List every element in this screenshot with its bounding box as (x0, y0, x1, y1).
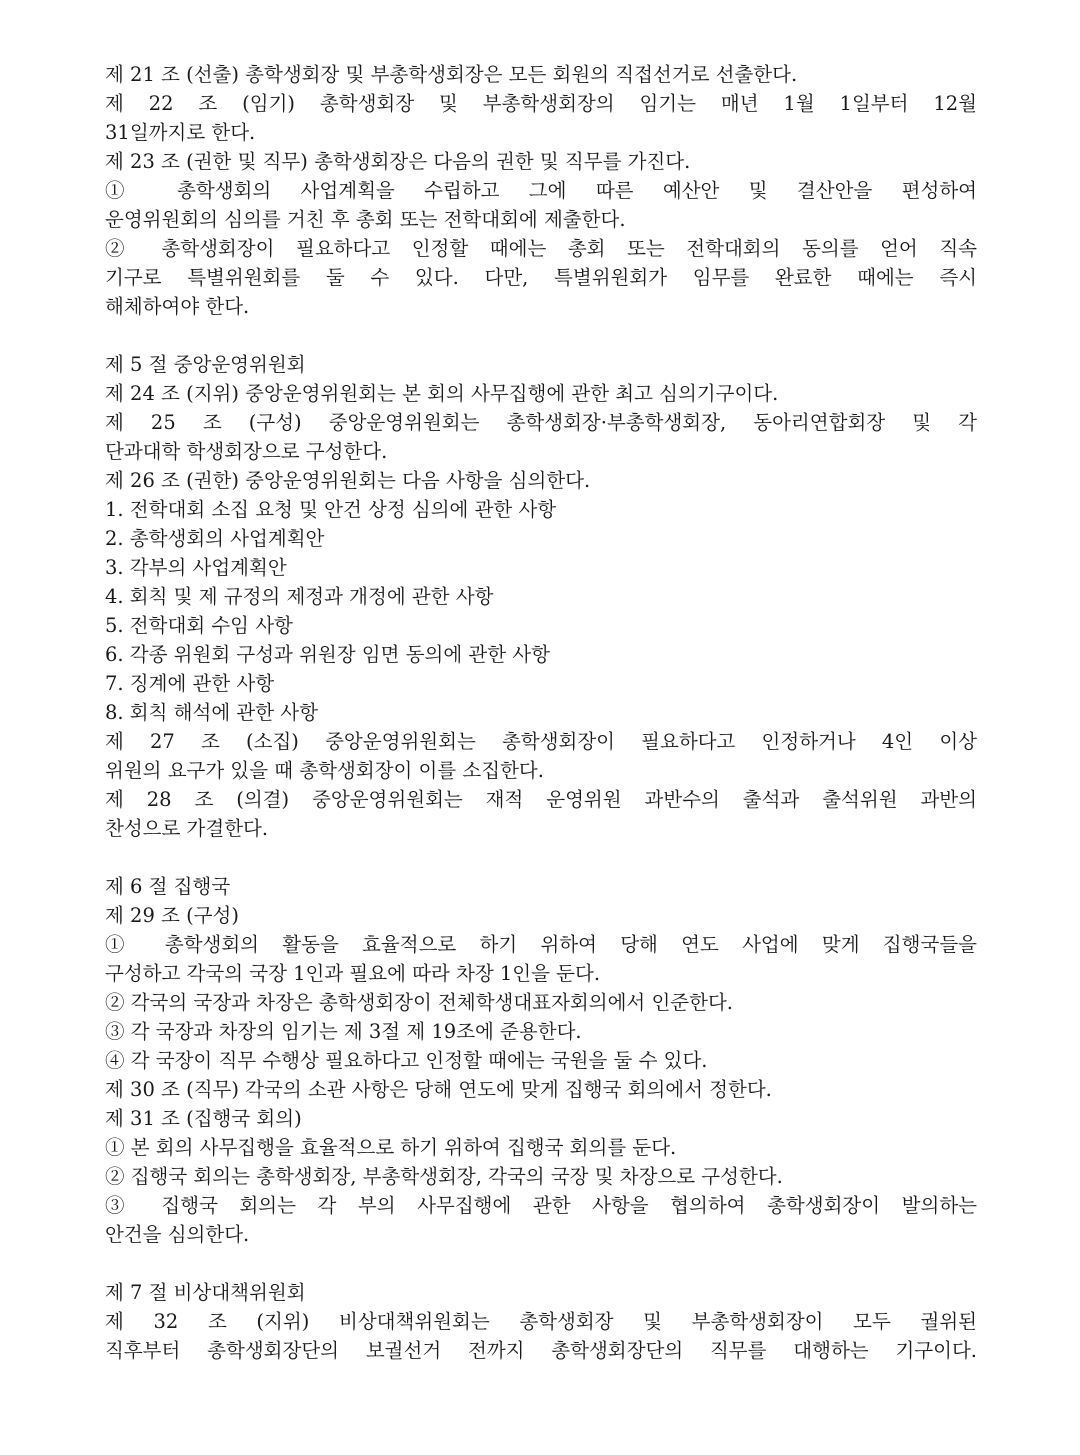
document-body (105, 60, 977, 1365)
text-line: 제 21 조 (선출) 총학생회장 및 부총학생회장은 모든 회원의 직접선거로 선출한다. (105, 63, 798, 86)
text-line: 제 6 절 집행국 (105, 875, 231, 898)
text-line: 제 25 조 (구성) 중앙운영위원회는 총학생회장·부총학생회장, 동아리연합회장 및 각 (105, 411, 977, 434)
text-line: 해체하여야 한다. (105, 295, 250, 318)
text-line: 직후부터 총학생회장단의 보궐선거 전까지 총학생회장단의 직무를 대행하는 기구이다. (105, 1339, 977, 1362)
text-line: 구성하고 각국의 국장 1인과 필요에 따라 차장 1인을 둔다. (105, 962, 601, 985)
text-line: 제 31 조 (집행국 회의) (105, 1107, 302, 1130)
text-line: 제 24 조 (지위) 중앙운영위원회는 본 회의 사무집행에 관한 최고 심의기구이다. (105, 382, 779, 405)
text-line: 제 26 조 (권한) 중앙운영위원회는 다음 사항을 심의한다. (105, 469, 591, 492)
paragraph-gap (105, 1249, 977, 1278)
text-line: ① 총학생회의 활동을 효율적으로 하기 위하여 당해 연도 사업에 맞게 집행국들을 (105, 933, 977, 956)
text-line: ④ 각 국장이 직무 수행상 필요하다고 인정할 때에는 국원을 둘 수 있다. (105, 1049, 708, 1072)
text-line: ① 총학생회의 사업계획을 수립하고 그에 따른 예산안 및 결산안을 편성하여 (105, 179, 977, 202)
text-line: 제 23 조 (권한 및 직무) 총학생회장은 다음의 권한 및 직무를 가진다. (105, 150, 691, 173)
text-line: 찬성으로 가결한다. (105, 817, 269, 840)
text-line: 제 5 절 중앙운영위원회 (105, 353, 306, 376)
text-line: 위원의 요구가 있을 때 총학생회장이 이를 소집한다. (105, 759, 544, 782)
text-line: 6. 각종 위원회 구성과 위원장 임면 동의에 관한 사항 (105, 643, 550, 666)
text-line: 제 28 조 (의결) 중앙운영위원회는 재적 운영위원 과반수의 출석과 출석위원 과반의 (105, 788, 977, 811)
text-line: 제 27 조 (소집) 중앙운영위원회는 총학생회장이 필요하다고 인정하거나 4인 이상 (105, 730, 977, 753)
text-line: 8. 회칙 해석에 관한 사항 (105, 701, 318, 724)
text-line: 제 22 조 (임기) 총학생회장 및 부총학생회장의 임기는 매년 1월 1일부터 12월 (105, 92, 977, 115)
text-line: 기구로 특별위원회를 둘 수 있다. 다만, 특별위원회가 임무를 완료한 때에는 즉시 (105, 266, 977, 289)
text-line: ② 각국의 국장과 차장은 총학생회장이 전체학생대표자회의에서 인준한다. (105, 991, 734, 1014)
text-line: ③ 집행국 회의는 각 부의 사무집행에 관한 사항을 협의하여 총학생회장이 발의하는 (105, 1194, 977, 1217)
text-line: 3. 각부의 사업계획안 (105, 556, 287, 579)
text-line: 2. 총학생회의 사업계획안 (105, 527, 325, 550)
text-line: 제 30 조 (직무) 각국의 소관 사항은 당해 연도에 맞게 집행국 회의에서 정한다. (105, 1078, 772, 1101)
text-line: ② 총학생회장이 필요하다고 인정할 때에는 총회 또는 전학대회의 동의를 얻어 직속 (105, 237, 977, 260)
paragraph-gap (105, 843, 977, 872)
text-line: 제 29 조 (구성) (105, 904, 239, 927)
text-line: ③ 각 국장과 차장의 임기는 제 3절 제 19조에 준용한다. (105, 1020, 582, 1043)
text-line: 제 32 조 (지위) 비상대책위원회는 총학생회장 및 부총학생회장이 모두 궐위된 (105, 1310, 977, 1333)
text-line: 4. 회칙 및 제 규정의 제정과 개정에 관한 사항 (105, 585, 494, 608)
paragraph-gap (105, 321, 977, 350)
text-line: 운영위원회의 심의를 거친 후 총회 또는 전학대회에 제출한다. (105, 208, 626, 231)
text-line: 1. 전학대회 소집 요청 및 안건 상정 심의에 관한 사항 (105, 498, 557, 521)
text-line: ① 본 회의 사무집행을 효율적으로 하기 위하여 집행국 회의를 둔다. (105, 1136, 677, 1159)
text-line: 5. 전학대회 수임 사항 (105, 614, 293, 637)
text-line: 안건을 심의한다. (105, 1223, 250, 1246)
text-line: 단과대학 학생회장으로 구성한다. (105, 440, 388, 463)
text-line: 제 7 절 비상대책위원회 (105, 1281, 306, 1304)
text-line: 7. 징계에 관한 사항 (105, 672, 275, 695)
text-line: ② 집행국 회의는 총학생회장, 부총학생회장, 각국의 국장 및 차장으로 구성한다. (105, 1165, 783, 1188)
text-line: 31일까지로 한다. (105, 121, 256, 144)
